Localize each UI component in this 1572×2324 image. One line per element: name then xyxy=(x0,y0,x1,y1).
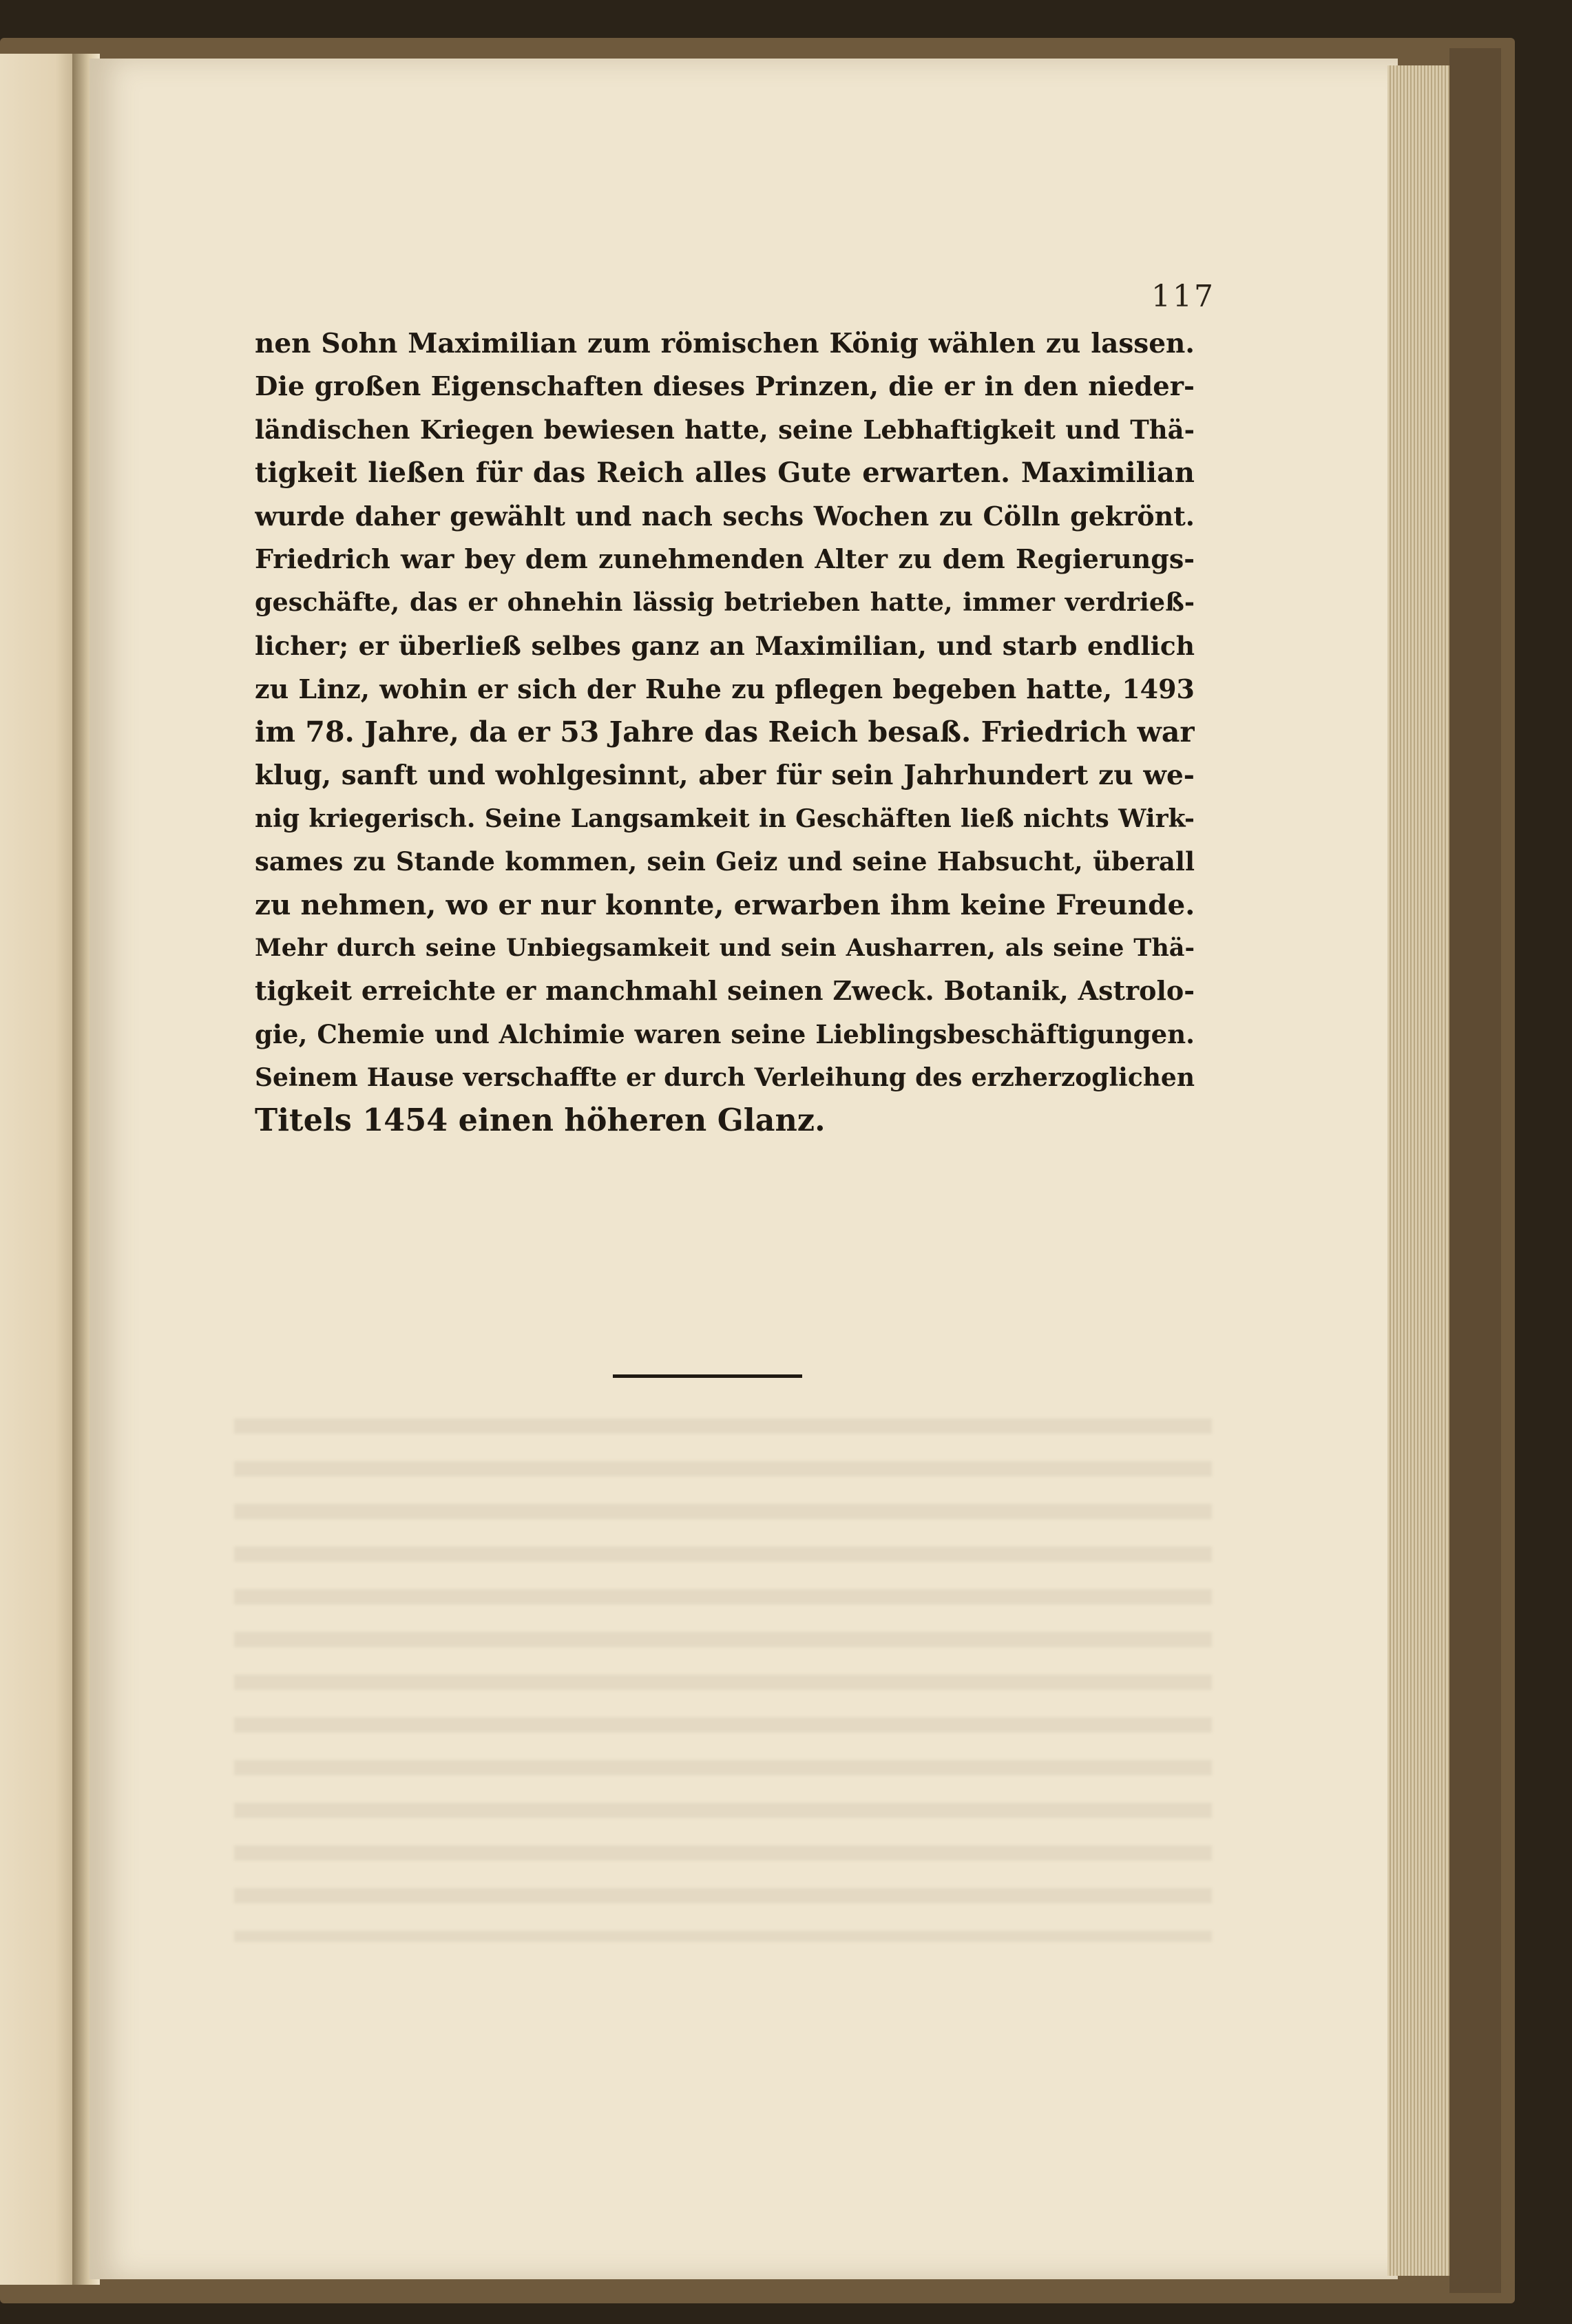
text-line: licher; er überließ selbes ganz an Maximilian, und starb endlich xyxy=(255,630,1195,661)
text-line: Die großen Eigenschaften dieses Prinzen, die er in den nieder- xyxy=(255,370,1195,402)
text-line: Mehr durch seine Unbiegsamkeit und sein Ausharren, als seine Thä- xyxy=(255,933,1195,962)
bleed-through-shadow xyxy=(234,1419,1212,1942)
text-line: nen Sohn Maximilian zum römischen König wählen zu lassen. xyxy=(255,328,1195,359)
text-line: geschäfte, das er ohnehin lässig betrieben hatte, immer verdrieß- xyxy=(255,587,1195,618)
text-line: Titels 1454 einen höheren Glanz. xyxy=(255,1102,826,1139)
text-line: nig kriegerisch. Seine Langsamkeit in Geschäften ließ nichts Wirk- xyxy=(255,804,1195,833)
text-line: Friedrich war bey dem zunehmenden Alter zu dem Regierungs- xyxy=(255,543,1195,575)
text-line: ländischen Kriegen bewiesen hatte, seine Lebhaftigkeit und Thä- xyxy=(255,415,1195,446)
page-number: 117 xyxy=(1151,279,1215,314)
page-edges xyxy=(1387,65,1449,2276)
text-line: im 78. Jahre, da er 53 Jahre das Reich besaß. Friedrich war xyxy=(255,715,1195,749)
text-line: tigkeit erreichte er manchmahl seinen Zweck. Botanik, Astrolo- xyxy=(255,975,1195,1007)
text-line: tigkeit ließen für das Reich alles Gute erwarten. Maximilian xyxy=(255,457,1195,490)
text-line: sames zu Stande kommen, sein Geiz und seine Habsucht, überall xyxy=(255,846,1195,877)
section-divider xyxy=(613,1374,802,1378)
text-line: wurde daher gewählt und nach sechs Wochen zu Cölln gekrönt. xyxy=(255,500,1195,532)
body-text xyxy=(255,322,1195,1142)
cover-edge xyxy=(1449,48,1501,2293)
text-line: klug, sanft und wohlgesinnt, aber für sein Jahrhundert zu we- xyxy=(255,759,1195,791)
text-line: zu Linz, wohin er sich der Ruhe zu pflegen begeben hatte, 1493 xyxy=(255,673,1195,704)
left-facing-page xyxy=(0,54,79,2285)
text-line: gie, Chemie und Alchimie waren seine Lieblingsbeschäftigungen. xyxy=(255,1019,1195,1049)
text-line: Seinem Hause verschaffte er durch Verleihung des erzherzoglichen xyxy=(255,1062,1195,1092)
text-line: zu nehmen, wo er nur konnte, erwarben ihm keine Freunde. xyxy=(255,888,1195,921)
